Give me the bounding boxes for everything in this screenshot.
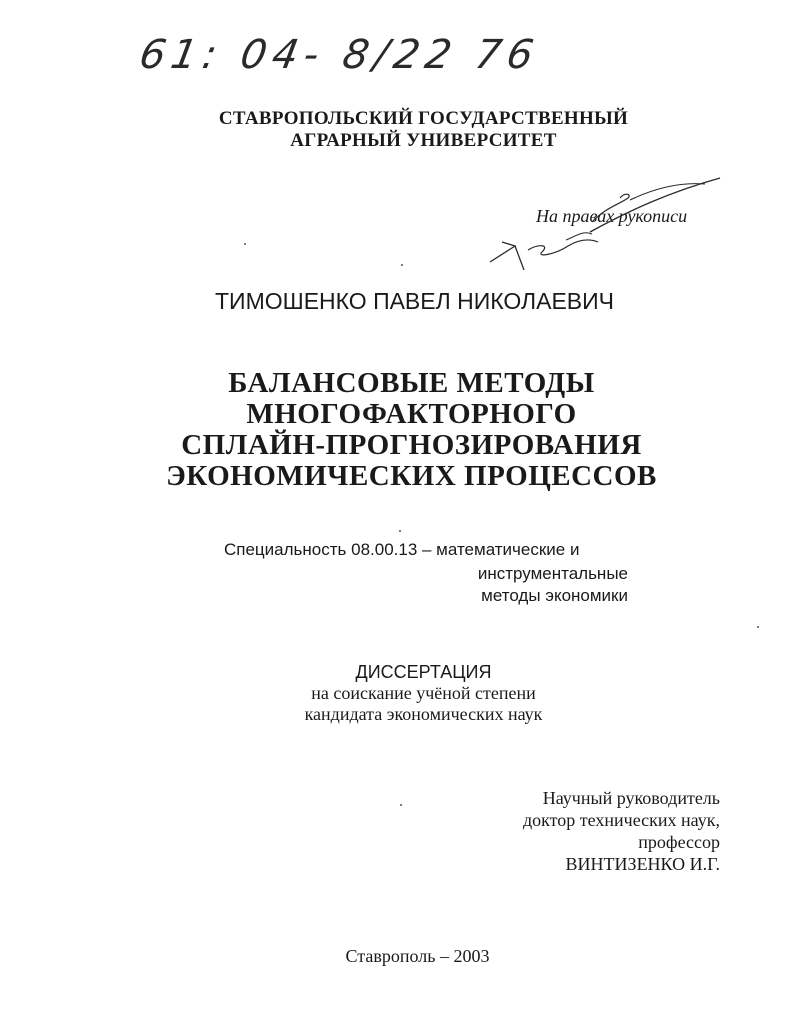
archive-handwritten-mark: 61: 04- 8/22 76 xyxy=(135,32,543,78)
scan-speck xyxy=(757,626,759,628)
dissertation-title xyxy=(0,368,799,492)
specialty-continuation xyxy=(380,563,628,607)
dissertation-label: ДИССЕРТАЦИЯ xyxy=(355,662,492,682)
title-line-3: СПЛАЙН-ПРОГНОЗИРОВАНИЯ xyxy=(181,429,642,461)
author-name: ТИМОШЕНКО ПАВЕЛ НИКОЛАЕВИЧ xyxy=(214,288,614,314)
university-line-2: АГРАРНЫЙ УНИВЕРСИТЕТ xyxy=(290,130,557,151)
scan-speck xyxy=(401,264,403,266)
dissertation-block xyxy=(0,662,799,725)
supervisor-rank: профессор xyxy=(638,832,720,852)
supervisor-block xyxy=(420,787,720,875)
title-line-1: БАЛАНСОВЫЕ МЕТОДЫ xyxy=(228,367,595,399)
university-line-1: СТАВРОПОЛЬСКИЙ ГОСУДАРСТВЕННЫЙ xyxy=(218,108,629,129)
title-line-4: ЭКОНОМИЧЕСКИХ ПРОЦЕССОВ xyxy=(166,460,657,492)
dissertation-line-3: кандидата экономических наук xyxy=(304,704,543,724)
specialty-line-2: инструментальные xyxy=(477,564,628,583)
title-line-2: МНОГОФАКТОРНОГО xyxy=(246,398,577,430)
scan-speck xyxy=(244,243,246,245)
supervisor-degree: доктор технических наук, xyxy=(523,810,720,830)
specialty-line-3: методы экономики xyxy=(481,586,628,605)
dissertation-line-2: на соискание учёной степени xyxy=(311,683,536,703)
scan-speck xyxy=(400,804,402,806)
signature-scribble xyxy=(480,170,730,280)
supervisor-name: ВИНТИЗЕНКО И.Г. xyxy=(565,854,720,874)
university-name xyxy=(0,108,799,152)
supervisor-role: Научный руководитель xyxy=(542,788,720,808)
city-year: Ставрополь – 2003 xyxy=(345,946,490,966)
scan-speck xyxy=(399,530,401,532)
specialty-line-1: Специальность 08.00.13 – математические и xyxy=(224,540,580,559)
manuscript-rights: На правах рукописи xyxy=(536,206,688,226)
